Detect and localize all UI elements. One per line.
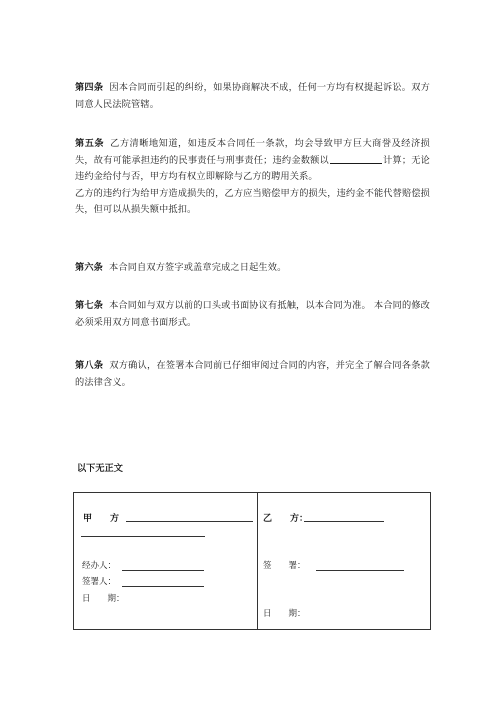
party-b-name-line[interactable]	[304, 521, 384, 522]
party-a-name-line[interactable]	[126, 521, 253, 522]
signer-label: 签署人：	[82, 577, 117, 587]
party-b-sign-label: 签 署：	[263, 561, 306, 571]
clause-5	[75, 136, 430, 219]
clause-7-number: 第七条	[75, 300, 104, 311]
clause-4	[75, 80, 430, 113]
clause-6-number: 第六条	[75, 262, 104, 273]
clause-5-text-a: 乙方清晰地知道，如违反本合同任一条款，均会导致甲方巨大商誉及经济损失，故有可能承担违约的民事责任与刑事责任；违约金数额以	[75, 138, 431, 166]
clause-5-number: 第五条	[75, 138, 105, 149]
clause-4-text: 因本合同而引起的纠纷，如果协商解决不成，任何一方均有权提起诉讼。双方同意人民法院管辖。	[75, 82, 430, 110]
clause-5-text-c: 乙方的违约行为给甲方造成损失的，乙方应当赔偿甲方的损失，违约金不能代替赔偿损失，但可以从损失额中抵扣。	[75, 187, 430, 215]
clause-8-text: 双方确认，在签署本合同前已仔细审阅过合同的内容，并完全了解合同各条款的法律含义。	[75, 360, 430, 388]
party-a-name-line-2[interactable]	[81, 536, 205, 537]
clause-8	[75, 358, 430, 391]
end-of-text-note: 以下无正文	[77, 463, 123, 474]
clause-7	[75, 298, 430, 331]
signature-table-divider	[257, 493, 258, 629]
signature-table	[73, 492, 431, 630]
clause-6-text: 本合同自双方签字或盖章完成之日起生效。	[109, 262, 287, 273]
penalty-amount-blank	[330, 154, 382, 164]
signer-line[interactable]	[122, 586, 204, 587]
clause-4-number: 第四条	[75, 82, 104, 93]
agent-line[interactable]	[122, 570, 204, 571]
clause-5-text-b: 计算；无论违约金给付与否，甲方均有权立即解除与乙方的聘用关系。	[75, 154, 430, 182]
agent-label: 经办人：	[82, 561, 117, 571]
party-a-label: 甲 方	[83, 514, 120, 524]
clause-7-text: 本合同如与双方以前的口头或书面协议有抵触，以本合同为准。 本合同的修改必须采用双方同意书面形式。	[75, 300, 431, 328]
party-b-sign-line[interactable]	[316, 570, 404, 571]
party-b-label: 乙 方：	[263, 514, 309, 524]
clause-8-number: 第八条	[75, 360, 104, 371]
clause-6	[75, 260, 430, 277]
party-b-date-label: 日 期：	[263, 609, 306, 619]
party-a-date-label: 日 期：	[82, 594, 125, 604]
